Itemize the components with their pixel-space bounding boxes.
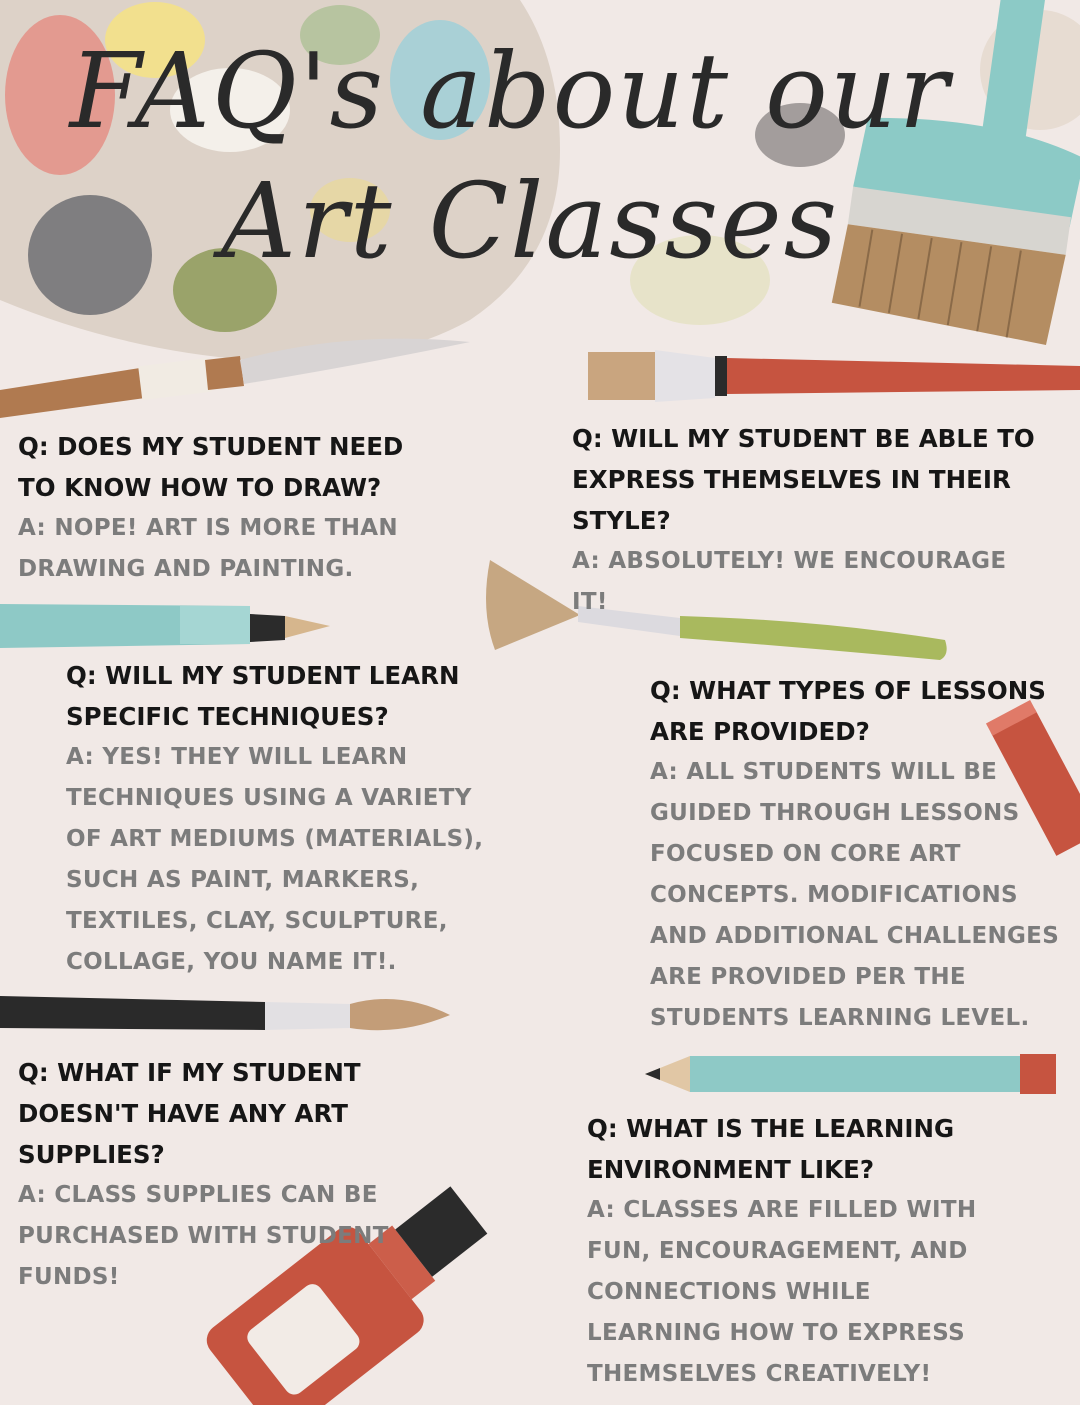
faq-answer: A: ALL STUDENTS WILL BE GUIDED THROUGH LESSONS FOCUSED ON CORE ART CONCEPTS. MODIFICATIONS AND ADDITIONAL CHALLENGES ARE PROVIDED PER THE STUDENTS LEARNING LEVEL. (650, 759, 1060, 1031)
page-title-line2: Art Classes (220, 160, 840, 282)
pencil-illustration (645, 1054, 1056, 1094)
faq-answer: A: CLASSES ARE FILLED WITH FUN, ENCOURAGEMENT, AND CONNECTIONS WHILE LEARNING HOW TO EXPRESS THEMSELVES CREATIVELY! (587, 1197, 977, 1387)
faq-answer: A: YES! THEY WILL LEARN TECHNIQUES USING A VARIETY OF ART MEDIUMS (MATERIALS), SUCH AS PAINT, MARKERS, TEXTILES, CLAY, SCULPTURE, COLLAGE, YOU NAME IT!. (66, 744, 484, 975)
faq-answer: A: CLASS SUPPLIES CAN BE PURCHASED WITH STUDENT FUNDS! (18, 1182, 389, 1290)
faq-item-draw (18, 426, 438, 590)
faq-question: Q: WILL MY STUDENT BE ABLE TO EXPRESS THEMSELVES IN THEIR STYLE? (572, 424, 1035, 535)
faq-item-techniques (66, 655, 496, 983)
faq-answer: A: NOPE! ART IS MORE THAN DRAWING AND PAINTING. (18, 515, 398, 582)
faq-item-express (572, 418, 1042, 623)
page-title-line1: FAQ's about our (69, 30, 951, 152)
faq-question: Q: WHAT TYPES OF LESSONS ARE PROVIDED? (650, 676, 1046, 746)
faq-item-supplies (18, 1052, 418, 1298)
faq-question: Q: WHAT IS THE LEARNING ENVIRONMENT LIKE? (587, 1114, 955, 1184)
faq-item-lessons (650, 670, 1070, 1039)
black-paintbrush-illustration (0, 996, 450, 1030)
faq-question: Q: WHAT IF MY STUDENT DOESN'T HAVE ANY ART SUPPLIES? (18, 1058, 361, 1169)
faq-answer: A: ABSOLUTELY! WE ENCOURAGE IT! (572, 548, 1007, 615)
faq-question: Q: WILL MY STUDENT LEARN SPECIFIC TECHNIQUES? (66, 661, 460, 731)
red-paintbrush-illustration (588, 350, 1080, 402)
faq-question: Q: DOES MY STUDENT NEED TO KNOW HOW TO DRAW? (18, 432, 404, 502)
blue-pen-illustration (0, 604, 330, 648)
faq-item-environment (587, 1108, 1007, 1395)
